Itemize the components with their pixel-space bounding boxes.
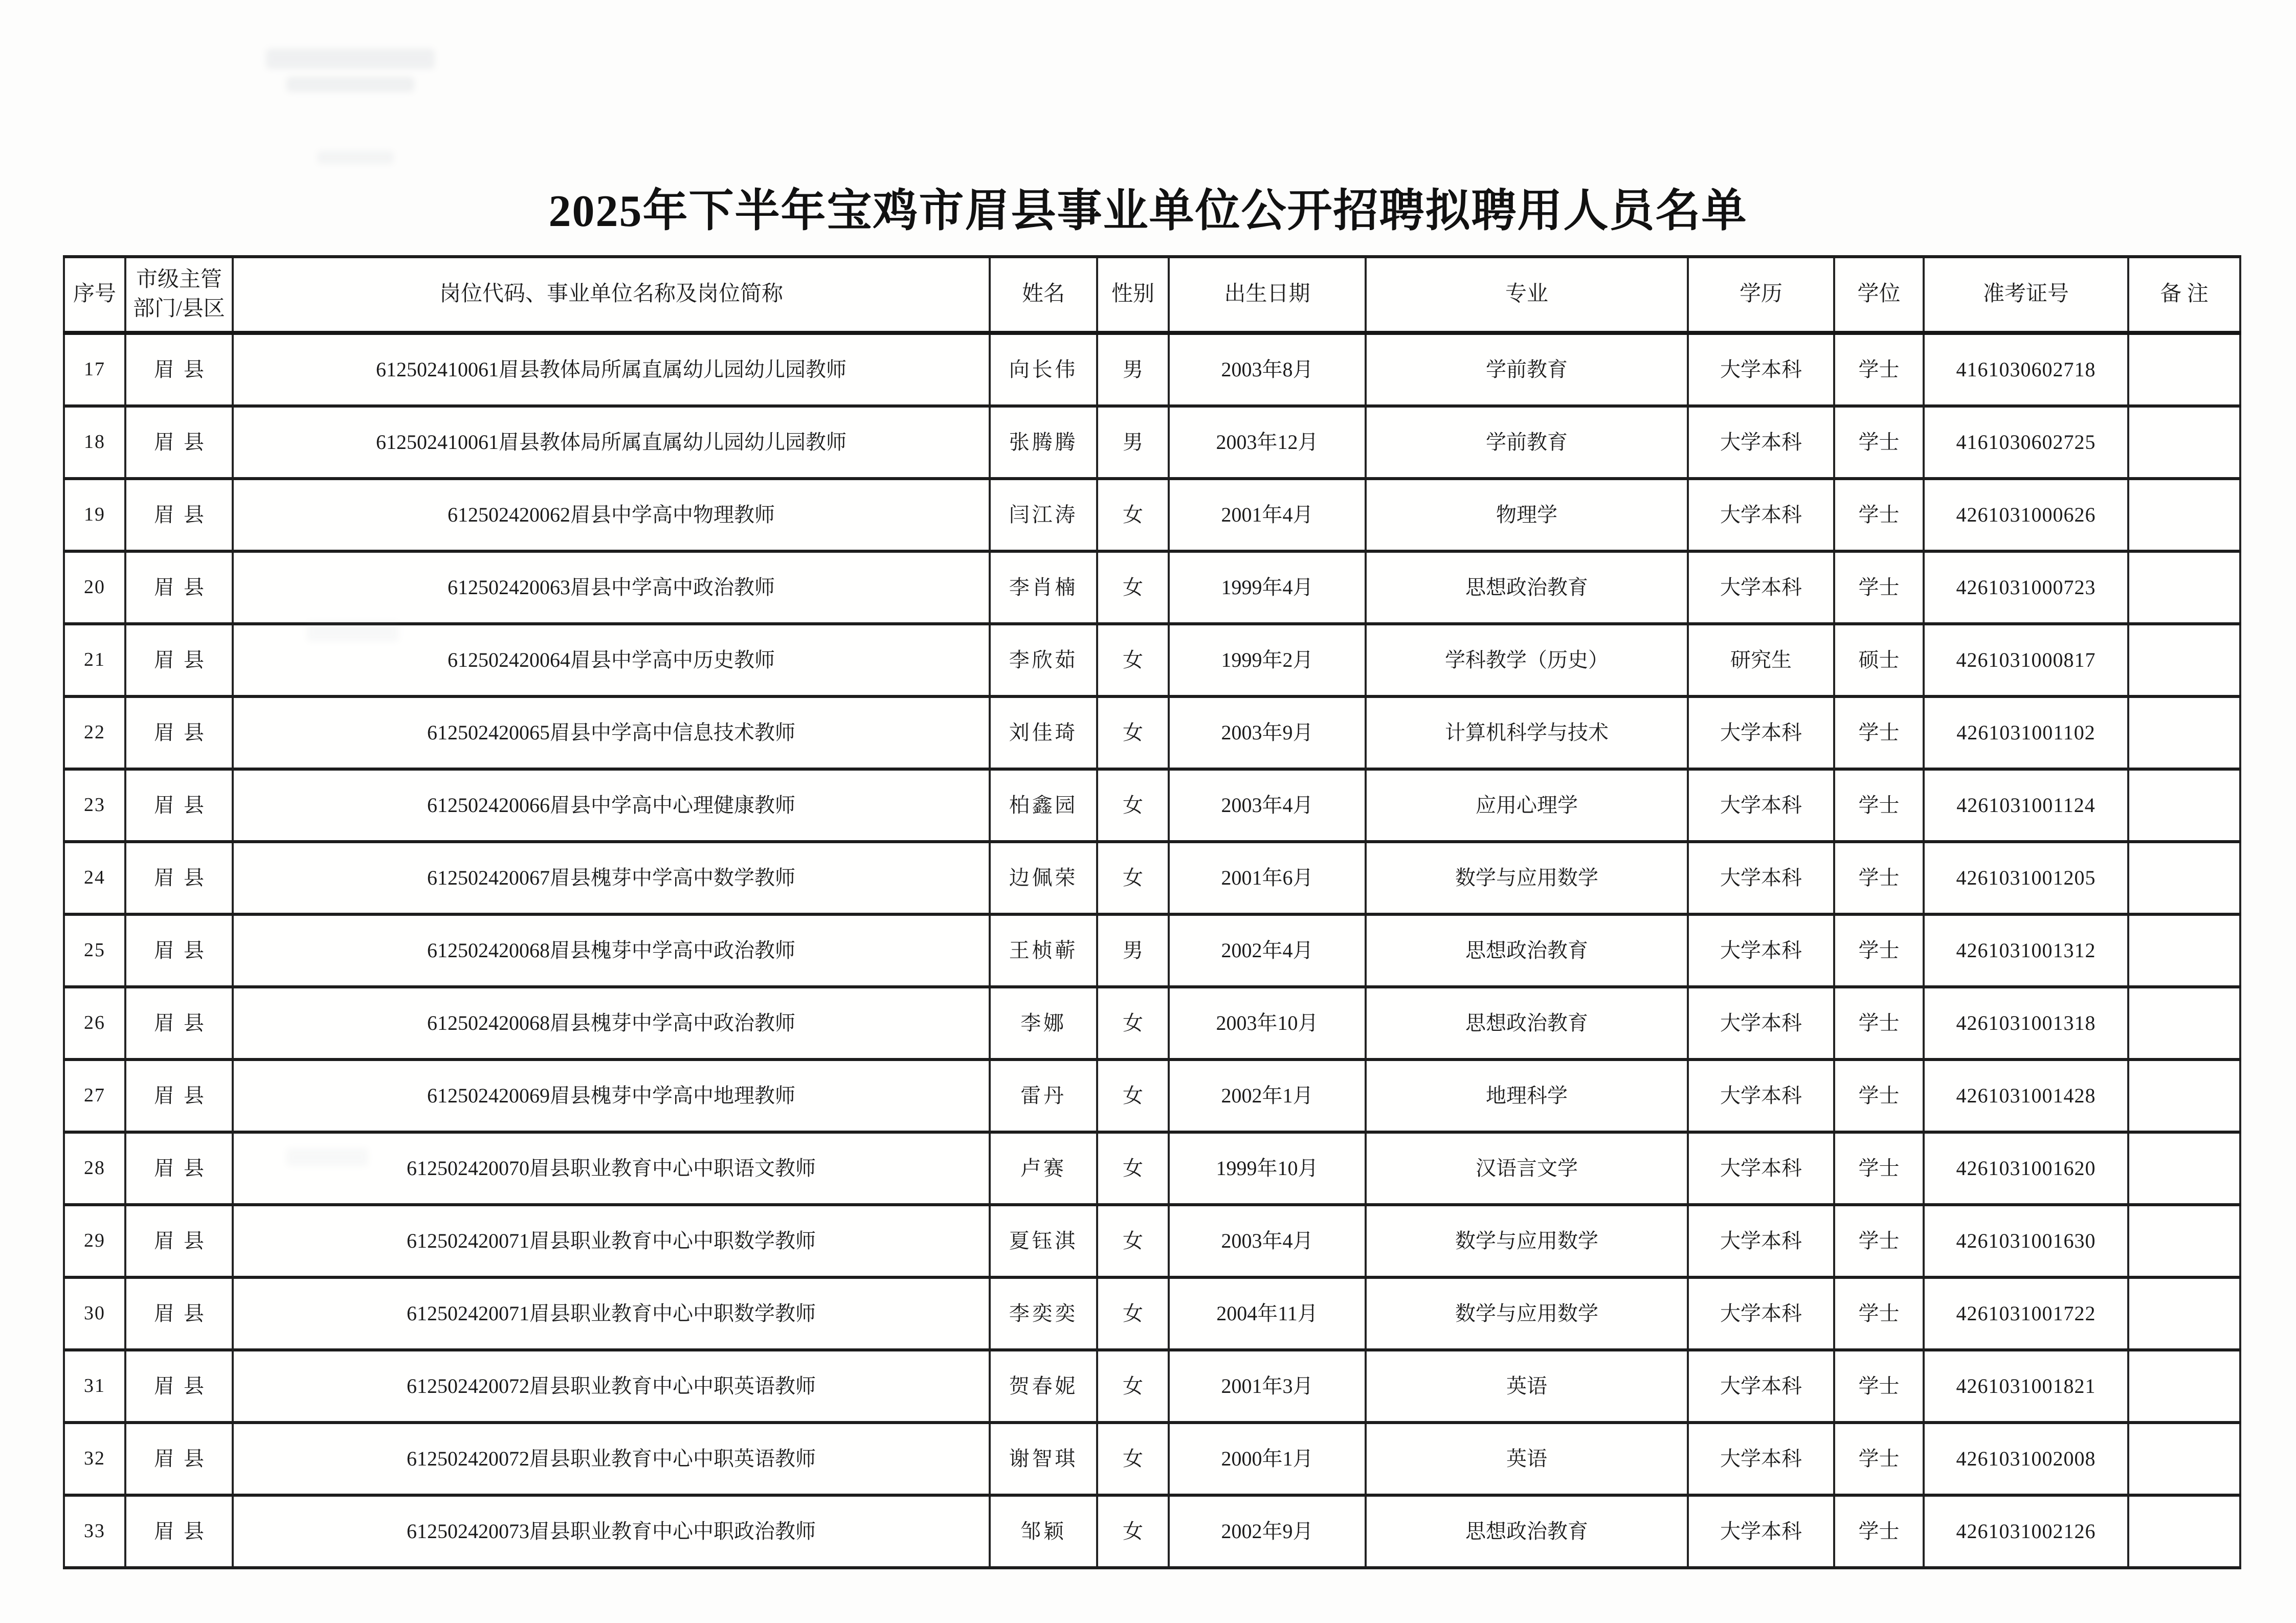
cell-ticket-number: 4261031000817	[1924, 624, 2128, 696]
cell-name: 谢智琪	[990, 1423, 1097, 1495]
cell-post-code-name: 612502420067眉县槐芽中学高中数学教师	[233, 842, 990, 914]
cell-post-code-name: 612502420071眉县职业教育中心中职数学教师	[233, 1205, 990, 1277]
cell-serial-number: 22	[64, 696, 125, 769]
cell-serial-number: 20	[64, 551, 125, 624]
cell-department: 眉县	[125, 1423, 233, 1495]
cell-post-code-name: 612502420069眉县槐芽中学高中地理教师	[233, 1060, 990, 1132]
cell-department: 眉县	[125, 842, 233, 914]
cell-degree: 学士	[1834, 551, 1924, 624]
cell-post-code-name: 612502420072眉县职业教育中心中职英语教师	[233, 1423, 990, 1495]
cell-birth-date: 2003年10月	[1169, 987, 1366, 1060]
cell-name: 张腾腾	[990, 406, 1097, 479]
cell-education: 大学本科	[1688, 914, 1834, 987]
cell-serial-number: 29	[64, 1205, 125, 1277]
cell-sex: 女	[1097, 551, 1169, 624]
cell-education: 大学本科	[1688, 1423, 1834, 1495]
cell-degree: 硕士	[1834, 624, 1924, 696]
cell-major: 思想政治教育	[1366, 987, 1688, 1060]
table-row	[64, 1132, 2240, 1205]
cell-name: 向长伟	[990, 333, 1097, 406]
header-major: 专业	[1366, 257, 1688, 333]
header-department: 市级主管部门/县区	[125, 257, 233, 333]
cell-post-code-name: 612502420068眉县槐芽中学高中政治教师	[233, 987, 990, 1060]
cell-department: 眉县	[125, 1060, 233, 1132]
cell-department: 眉县	[125, 479, 233, 551]
cell-birth-date: 2001年6月	[1169, 842, 1366, 914]
cell-degree: 学士	[1834, 1277, 1924, 1350]
cell-department: 眉县	[125, 1350, 233, 1423]
header-degree: 学位	[1834, 257, 1924, 333]
cell-remarks	[2128, 842, 2240, 914]
header-birth-date: 出生日期	[1169, 257, 1366, 333]
header-sex: 性别	[1097, 257, 1169, 333]
cell-department: 眉县	[125, 551, 233, 624]
table-row	[64, 1423, 2240, 1495]
cell-remarks	[2128, 333, 2240, 406]
cell-education: 大学本科	[1688, 1132, 1834, 1205]
cell-name: 李奕奕	[990, 1277, 1097, 1350]
table-row	[64, 1495, 2240, 1568]
cell-ticket-number: 4261031001630	[1924, 1205, 2128, 1277]
cell-serial-number: 23	[64, 769, 125, 842]
cell-degree: 学士	[1834, 1205, 1924, 1277]
cell-post-code-name: 612502410061眉县教体局所属直属幼儿园幼儿园教师	[233, 333, 990, 406]
header-education: 学历	[1688, 257, 1834, 333]
header-name: 姓名	[990, 257, 1097, 333]
table-row	[64, 1060, 2240, 1132]
table-row	[64, 696, 2240, 769]
page-title: 2025年下半年宝鸡市眉县事业单位公开招聘拟聘用人员名单	[548, 187, 1748, 236]
cell-degree: 学士	[1834, 914, 1924, 987]
cell-department: 眉县	[125, 333, 233, 406]
cell-education: 大学本科	[1688, 1277, 1834, 1350]
cell-name: 柏鑫园	[990, 769, 1097, 842]
cell-degree: 学士	[1834, 696, 1924, 769]
cell-sex: 女	[1097, 987, 1169, 1060]
cell-post-code-name: 612502420072眉县职业教育中心中职英语教师	[233, 1350, 990, 1423]
cell-major: 数学与应用数学	[1366, 1205, 1688, 1277]
cell-ticket-number: 4261031000723	[1924, 551, 2128, 624]
cell-degree: 学士	[1834, 1060, 1924, 1132]
cell-remarks	[2128, 1277, 2240, 1350]
cell-education: 大学本科	[1688, 406, 1834, 479]
cell-sex: 男	[1097, 914, 1169, 987]
cell-serial-number: 27	[64, 1060, 125, 1132]
cell-name: 李欣茹	[990, 624, 1097, 696]
cell-remarks	[2128, 1423, 2240, 1495]
header-remarks: 备 注	[2128, 257, 2240, 333]
table-row	[64, 1205, 2240, 1277]
table-row	[64, 842, 2240, 914]
cell-ticket-number: 4261031002126	[1924, 1495, 2128, 1568]
cell-name: 雷丹	[990, 1060, 1097, 1132]
cell-post-code-name: 612502420073眉县职业教育中心中职政治教师	[233, 1495, 990, 1568]
cell-sex: 女	[1097, 1350, 1169, 1423]
cell-birth-date: 2002年9月	[1169, 1495, 1366, 1568]
cell-post-code-name: 612502420063眉县中学高中政治教师	[233, 551, 990, 624]
cell-post-code-name: 612502420065眉县中学高中信息技术教师	[233, 696, 990, 769]
cell-ticket-number: 4261031001124	[1924, 769, 2128, 842]
cell-name: 邹颖	[990, 1495, 1097, 1568]
cell-degree: 学士	[1834, 842, 1924, 914]
cell-birth-date: 2003年8月	[1169, 333, 1366, 406]
cell-serial-number: 30	[64, 1277, 125, 1350]
cell-department: 眉县	[125, 769, 233, 842]
cell-sex: 女	[1097, 769, 1169, 842]
cell-birth-date: 2003年4月	[1169, 1205, 1366, 1277]
cell-serial-number: 24	[64, 842, 125, 914]
cell-name: 王桢蕲	[990, 914, 1097, 987]
cell-education: 研究生	[1688, 624, 1834, 696]
cell-sex: 女	[1097, 1132, 1169, 1205]
cell-post-code-name: 612502420071眉县职业教育中心中职数学教师	[233, 1277, 990, 1350]
cell-remarks	[2128, 1205, 2240, 1277]
cell-ticket-number: 4261031001821	[1924, 1350, 2128, 1423]
cell-remarks	[2128, 624, 2240, 696]
cell-name: 夏钰淇	[990, 1205, 1097, 1277]
cell-education: 大学本科	[1688, 479, 1834, 551]
cell-post-code-name: 612502420062眉县中学高中物理教师	[233, 479, 990, 551]
cell-sex: 女	[1097, 1205, 1169, 1277]
cell-major: 应用心理学	[1366, 769, 1688, 842]
cell-ticket-number: 4161030602718	[1924, 333, 2128, 406]
table-row	[64, 1350, 2240, 1423]
cell-name: 刘佳琦	[990, 696, 1097, 769]
cell-birth-date: 2002年4月	[1169, 914, 1366, 987]
scan-smudge	[317, 151, 394, 164]
cell-remarks	[2128, 769, 2240, 842]
scan-smudge	[307, 621, 399, 642]
cell-ticket-number: 4261031001722	[1924, 1277, 2128, 1350]
recruitment-table	[63, 255, 2241, 1569]
cell-birth-date: 2002年1月	[1169, 1060, 1366, 1132]
cell-major: 计算机科学与技术	[1366, 696, 1688, 769]
cell-post-code-name: 612502410061眉县教体局所属直属幼儿园幼儿园教师	[233, 406, 990, 479]
cell-department: 眉县	[125, 987, 233, 1060]
cell-department: 眉县	[125, 1132, 233, 1205]
header-serial-number: 序号	[64, 257, 125, 333]
cell-name: 闫江涛	[990, 479, 1097, 551]
scan-smudge	[286, 1148, 368, 1166]
header-post-code-name: 岗位代码、事业单位名称及岗位简称	[233, 257, 990, 333]
cell-serial-number: 19	[64, 479, 125, 551]
cell-major: 学前教育	[1366, 406, 1688, 479]
cell-department: 眉县	[125, 1205, 233, 1277]
table-row	[64, 406, 2240, 479]
cell-education: 大学本科	[1688, 1350, 1834, 1423]
cell-major: 学科教学（历史）	[1366, 624, 1688, 696]
cell-name: 卢赛	[990, 1132, 1097, 1205]
cell-name: 李肖楠	[990, 551, 1097, 624]
cell-ticket-number: 4161030602725	[1924, 406, 2128, 479]
header-ticket-number: 准考证号	[1924, 257, 2128, 333]
cell-ticket-number: 4261031001620	[1924, 1132, 2128, 1205]
cell-sex: 男	[1097, 406, 1169, 479]
cell-remarks	[2128, 1132, 2240, 1205]
cell-major: 数学与应用数学	[1366, 842, 1688, 914]
cell-degree: 学士	[1834, 769, 1924, 842]
cell-remarks	[2128, 987, 2240, 1060]
cell-birth-date: 1999年10月	[1169, 1132, 1366, 1205]
cell-remarks	[2128, 1350, 2240, 1423]
cell-education: 大学本科	[1688, 987, 1834, 1060]
table-row	[64, 987, 2240, 1060]
cell-major: 思想政治教育	[1366, 551, 1688, 624]
cell-serial-number: 31	[64, 1350, 125, 1423]
cell-serial-number: 25	[64, 914, 125, 987]
cell-education: 大学本科	[1688, 769, 1834, 842]
cell-name: 贺春妮	[990, 1350, 1097, 1423]
cell-degree: 学士	[1834, 1495, 1924, 1568]
cell-education: 大学本科	[1688, 696, 1834, 769]
cell-serial-number: 33	[64, 1495, 125, 1568]
cell-department: 眉县	[125, 406, 233, 479]
table-header-row	[64, 257, 2240, 333]
cell-degree: 学士	[1834, 333, 1924, 406]
cell-name: 边佩荣	[990, 842, 1097, 914]
cell-remarks	[2128, 551, 2240, 624]
cell-ticket-number: 4261031001205	[1924, 842, 2128, 914]
cell-major: 物理学	[1366, 479, 1688, 551]
cell-ticket-number: 4261031001312	[1924, 914, 2128, 987]
cell-birth-date: 2003年12月	[1169, 406, 1366, 479]
scan-smudge	[286, 77, 414, 92]
cell-major: 英语	[1366, 1423, 1688, 1495]
cell-post-code-name: 612502420066眉县中学高中心理健康教师	[233, 769, 990, 842]
cell-ticket-number: 4261031001318	[1924, 987, 2128, 1060]
cell-post-code-name: 612502420068眉县槐芽中学高中政治教师	[233, 914, 990, 987]
table-row	[64, 914, 2240, 987]
cell-birth-date: 1999年4月	[1169, 551, 1366, 624]
cell-remarks	[2128, 1495, 2240, 1568]
cell-name: 李娜	[990, 987, 1097, 1060]
cell-education: 大学本科	[1688, 333, 1834, 406]
cell-serial-number: 17	[64, 333, 125, 406]
cell-major: 思想政治教育	[1366, 914, 1688, 987]
cell-sex: 女	[1097, 1277, 1169, 1350]
cell-birth-date: 2003年4月	[1169, 769, 1366, 842]
cell-remarks	[2128, 1060, 2240, 1132]
cell-department: 眉县	[125, 914, 233, 987]
cell-post-code-name: 612502420064眉县中学高中历史教师	[233, 624, 990, 696]
cell-serial-number: 28	[64, 1132, 125, 1205]
cell-ticket-number: 4261031000626	[1924, 479, 2128, 551]
cell-remarks	[2128, 479, 2240, 551]
cell-major: 地理科学	[1366, 1060, 1688, 1132]
cell-birth-date: 2001年3月	[1169, 1350, 1366, 1423]
cell-sex: 女	[1097, 479, 1169, 551]
cell-remarks	[2128, 406, 2240, 479]
cell-ticket-number: 4261031001102	[1924, 696, 2128, 769]
cell-ticket-number: 4261031001428	[1924, 1060, 2128, 1132]
cell-department: 眉县	[125, 1495, 233, 1568]
table-row	[64, 769, 2240, 842]
cell-education: 大学本科	[1688, 842, 1834, 914]
cell-serial-number: 26	[64, 987, 125, 1060]
cell-major: 数学与应用数学	[1366, 1277, 1688, 1350]
cell-department: 眉县	[125, 624, 233, 696]
cell-education: 大学本科	[1688, 1205, 1834, 1277]
cell-ticket-number: 4261031002008	[1924, 1423, 2128, 1495]
cell-education: 大学本科	[1688, 551, 1834, 624]
scan-smudge	[266, 49, 435, 69]
cell-department: 眉县	[125, 1277, 233, 1350]
cell-sex: 女	[1097, 842, 1169, 914]
cell-birth-date: 2003年9月	[1169, 696, 1366, 769]
cell-post-code-name: 612502420070眉县职业教育中心中职语文教师	[233, 1132, 990, 1205]
cell-major: 学前教育	[1366, 333, 1688, 406]
cell-major: 汉语言文学	[1366, 1132, 1688, 1205]
cell-sex: 女	[1097, 1495, 1169, 1568]
cell-education: 大学本科	[1688, 1060, 1834, 1132]
cell-serial-number: 32	[64, 1423, 125, 1495]
cell-major: 思想政治教育	[1366, 1495, 1688, 1568]
cell-remarks	[2128, 696, 2240, 769]
cell-birth-date: 2000年1月	[1169, 1423, 1366, 1495]
cell-major: 英语	[1366, 1350, 1688, 1423]
cell-sex: 女	[1097, 1060, 1169, 1132]
cell-degree: 学士	[1834, 1350, 1924, 1423]
cell-birth-date: 2004年11月	[1169, 1277, 1366, 1350]
cell-serial-number: 21	[64, 624, 125, 696]
table-row	[64, 333, 2240, 406]
cell-remarks	[2128, 914, 2240, 987]
cell-birth-date: 2001年4月	[1169, 479, 1366, 551]
cell-degree: 学士	[1834, 1423, 1924, 1495]
cell-department: 眉县	[125, 696, 233, 769]
cell-sex: 女	[1097, 1423, 1169, 1495]
cell-sex: 女	[1097, 624, 1169, 696]
cell-degree: 学士	[1834, 406, 1924, 479]
cell-degree: 学士	[1834, 1132, 1924, 1205]
table-row	[64, 1277, 2240, 1350]
cell-education: 大学本科	[1688, 1495, 1834, 1568]
cell-serial-number: 18	[64, 406, 125, 479]
table-row	[64, 479, 2240, 551]
cell-birth-date: 1999年2月	[1169, 624, 1366, 696]
cell-sex: 男	[1097, 333, 1169, 406]
cell-sex: 女	[1097, 696, 1169, 769]
cell-degree: 学士	[1834, 987, 1924, 1060]
table-row	[64, 551, 2240, 624]
cell-degree: 学士	[1834, 479, 1924, 551]
